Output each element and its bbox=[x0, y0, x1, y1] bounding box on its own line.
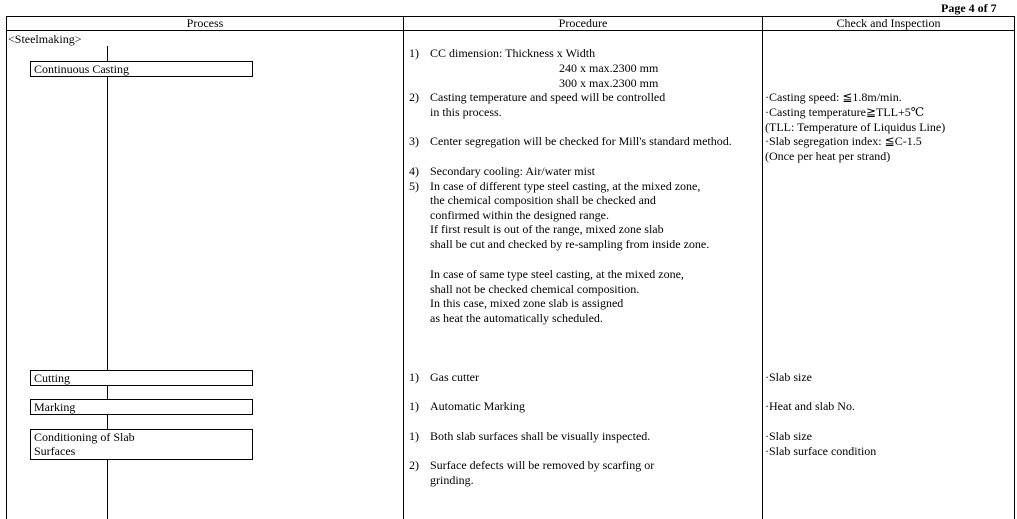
cc-temperature-line2: in this process. bbox=[430, 105, 502, 119]
section-title: <Steelmaking> bbox=[8, 32, 82, 46]
item-number: 1) bbox=[409, 370, 419, 384]
check-tll-note: (TLL: Temperature of Liquidus Line) bbox=[765, 120, 946, 134]
check-slab-segregation: ·Slab segregation index: ≦C-1.5 bbox=[765, 134, 922, 148]
column-divider-1 bbox=[403, 16, 404, 519]
marking-procedure: Automatic Marking bbox=[430, 399, 525, 413]
check-cutting: ·Slab size bbox=[765, 370, 812, 384]
cc-mixed-zone-line: If first result is out of the range, mixed zone slab bbox=[430, 222, 664, 236]
conditioning-procedure-1: Both slab surfaces shall be visually inspected. bbox=[430, 429, 651, 443]
process-label-line2: Surfaces bbox=[34, 444, 76, 458]
header-process: Process bbox=[186, 16, 224, 30]
header-procedure: Procedure bbox=[558, 16, 608, 30]
item-number: 3) bbox=[409, 134, 419, 148]
process-label: Continuous Casting bbox=[34, 62, 130, 76]
cc-mixed-zone-line: confirmed within the designed range. bbox=[430, 208, 609, 222]
cc-same-type-line: In case of same type steel casting, at the mixed zone, bbox=[430, 267, 684, 281]
cc-mixed-zone-line: In case of different type steel casting, at the mixed zone, bbox=[430, 179, 701, 193]
check-frequency-note: (Once per heat per strand) bbox=[765, 149, 891, 163]
item-number: 1) bbox=[409, 399, 419, 413]
page-number: Page 4 of 7 bbox=[941, 1, 997, 15]
cc-mixed-zone-line: the chemical composition shall be checked and bbox=[430, 193, 656, 207]
cc-segregation-text: Center segregation will be checked for Mill's standard method. bbox=[430, 134, 732, 148]
cc-dimension-300: 300 x max.2300 mm bbox=[559, 76, 659, 90]
process-box-marking bbox=[30, 399, 253, 415]
check-casting-temperature: ·Casting temperature≧TLL+5℃ bbox=[765, 105, 925, 119]
cc-cooling-text: Secondary cooling: Air/water mist bbox=[430, 164, 595, 178]
check-conditioning-size: ·Slab size bbox=[765, 429, 812, 443]
item-number: 1) bbox=[409, 46, 419, 60]
header-bottom-border bbox=[6, 30, 1015, 31]
check-casting-speed: ·Casting speed: ≦1.8m/min. bbox=[765, 90, 902, 104]
cc-same-type-line: shall not be checked chemical composition. bbox=[430, 282, 640, 296]
header-check-inspection: Check and Inspection bbox=[836, 16, 941, 30]
process-label: Marking bbox=[34, 400, 76, 414]
column-divider-2 bbox=[762, 16, 763, 519]
table-left-border bbox=[6, 16, 7, 519]
process-label: Cutting bbox=[34, 371, 71, 385]
cutting-procedure: Gas cutter bbox=[430, 370, 479, 384]
process-label: Conditioning of Slab bbox=[34, 430, 135, 444]
cc-mixed-zone-line: shall be cut and checked by re-sampling from inside zone. bbox=[430, 237, 710, 251]
conditioning-procedure-2: Surface defects will be removed by scarfing or bbox=[430, 458, 655, 472]
process-box-conditioning bbox=[30, 429, 253, 460]
item-number: 5) bbox=[409, 179, 419, 193]
cc-same-type-line: as heat the automatically scheduled. bbox=[430, 311, 603, 325]
cc-same-type-line: In this case, mixed zone slab is assigned bbox=[430, 296, 624, 310]
check-marking: ·Heat and slab No. bbox=[765, 399, 855, 413]
cc-temperature-line1: Casting temperature and speed will be controlled bbox=[430, 90, 666, 104]
check-surface-condition: ·Slab surface condition bbox=[765, 444, 877, 458]
table-right-border bbox=[1014, 16, 1015, 519]
conditioning-procedure-2-line2: grinding. bbox=[430, 473, 474, 487]
item-number: 2) bbox=[409, 458, 419, 472]
item-number: 4) bbox=[409, 164, 419, 178]
cc-dimension-text: CC dimension: Thickness x Width bbox=[430, 46, 596, 60]
item-number: 1) bbox=[409, 429, 419, 443]
process-box-continuous-casting bbox=[30, 61, 253, 77]
process-box-cutting bbox=[30, 370, 253, 386]
cc-dimension-240: 240 x max.2300 mm bbox=[559, 61, 659, 75]
item-number: 2) bbox=[409, 90, 419, 104]
